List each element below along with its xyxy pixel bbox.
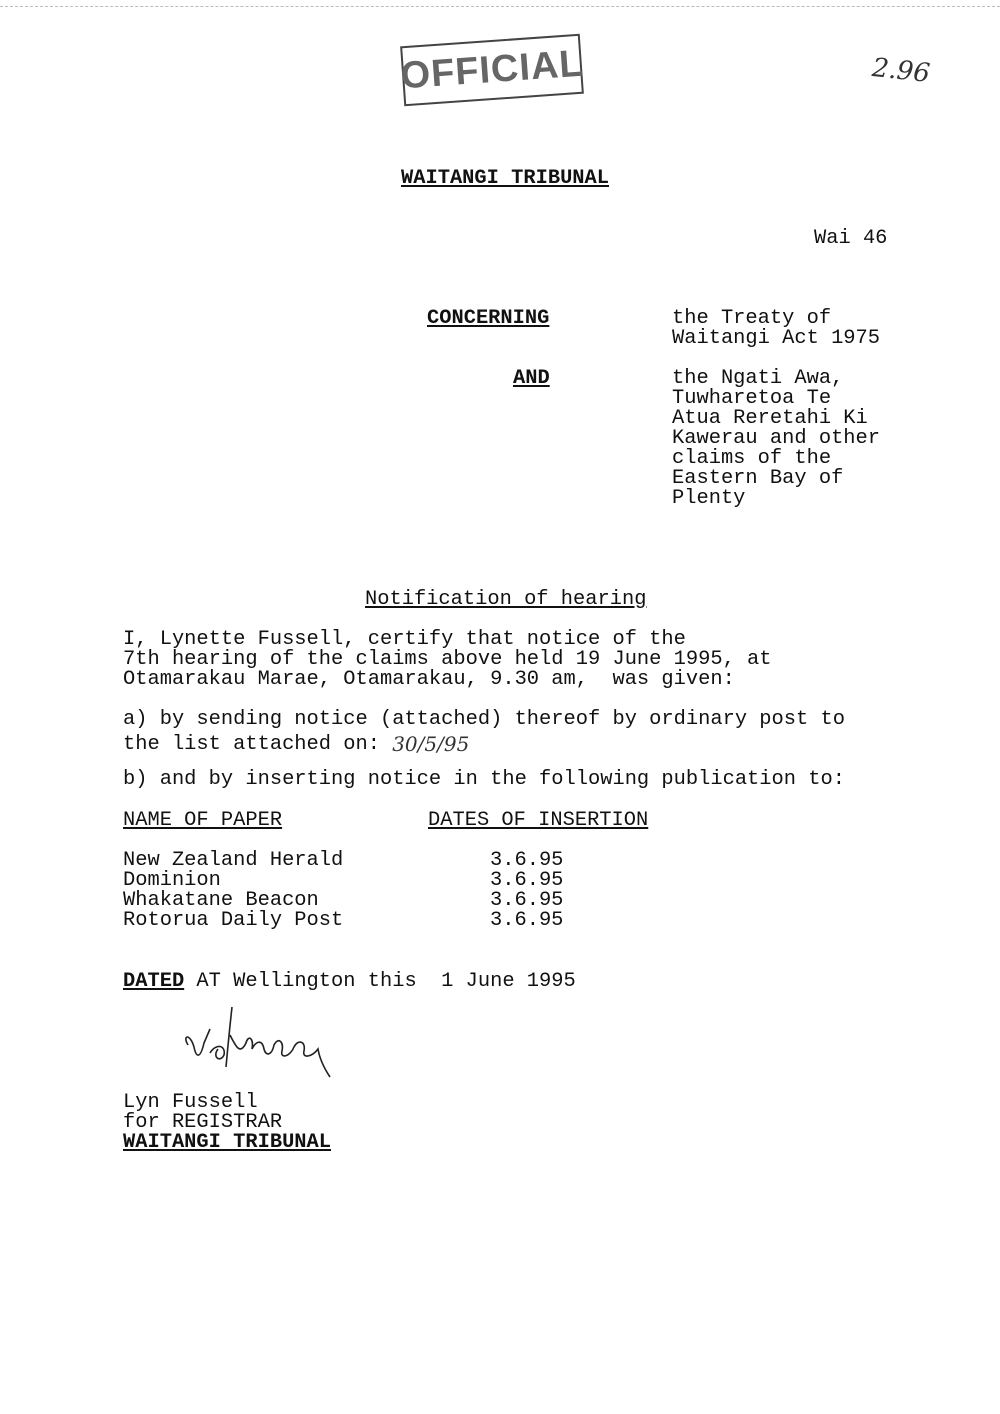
dated-label: DATED xyxy=(123,970,185,993)
handwritten-date: 30/5/95 xyxy=(392,732,470,756)
and-label: AND xyxy=(513,367,550,390)
paper-name: Whakatane Beacon xyxy=(123,889,319,912)
line: Kawerau and other xyxy=(672,427,881,450)
official-stamp: OFFICIAL xyxy=(400,34,584,106)
page-reference: 2.96 xyxy=(870,53,932,89)
insertion-date: 3.6.95 xyxy=(490,909,564,932)
and-text xyxy=(672,369,880,509)
paper-name: New Zealand Herald xyxy=(123,849,344,872)
paragraph-a xyxy=(123,708,845,756)
paper-name: Dominion xyxy=(123,869,221,892)
dated-text: AT Wellington this 1 June 1995 xyxy=(184,970,576,993)
section-heading: Notification of hearing xyxy=(365,588,647,611)
paragraph-b: b) and by inserting notice in the following publication to: xyxy=(123,768,845,791)
signature-block xyxy=(123,1093,331,1153)
certification-paragraph xyxy=(123,630,772,690)
line: a) by sending notice (attached) thereof by ordinary post to xyxy=(123,708,845,731)
signatory-organisation: WAITANGI TRIBUNAL xyxy=(123,1131,332,1154)
line: Eastern Bay of xyxy=(672,467,844,490)
signatory-role: for REGISTRAR xyxy=(123,1111,283,1134)
line: Plenty xyxy=(672,487,746,510)
line: 7th hearing of the claims above held 19 June 1995, at xyxy=(123,648,772,671)
line: the list attached on: xyxy=(123,733,393,756)
column-header-dates: DATES OF INSERTION xyxy=(428,809,649,832)
insertion-date: 3.6.95 xyxy=(490,889,564,912)
line: Tuwharetoa Te xyxy=(672,387,832,410)
concerning-label: CONCERNING xyxy=(427,307,550,330)
concerning-text xyxy=(672,309,880,349)
scan-edge xyxy=(0,0,1000,7)
line: Otamarakau Marae, Otamarakau, 9.30 am, was given: xyxy=(123,668,735,691)
insertion-date: 3.6.95 xyxy=(490,869,564,892)
line: Waitangi Act 1975 xyxy=(672,327,881,350)
column-header-paper: NAME OF PAPER xyxy=(123,809,283,832)
line: the Treaty of xyxy=(672,307,832,330)
paper-name: Rotorua Daily Post xyxy=(123,909,344,932)
line: I, Lynette Fussell, certify that notice of the xyxy=(123,628,686,651)
page-title: WAITANGI TRIBUNAL xyxy=(401,167,610,190)
line: the Ngati Awa, xyxy=(672,367,844,390)
line: claims of the xyxy=(672,447,832,470)
signature xyxy=(180,1005,340,1080)
insertion-date: 3.6.95 xyxy=(490,849,564,872)
signatory-name: Lyn Fussell xyxy=(123,1091,258,1114)
dated-line xyxy=(123,972,576,992)
wai-number: Wai 46 xyxy=(814,227,888,250)
line: Atua Reretahi Ki xyxy=(672,407,868,430)
